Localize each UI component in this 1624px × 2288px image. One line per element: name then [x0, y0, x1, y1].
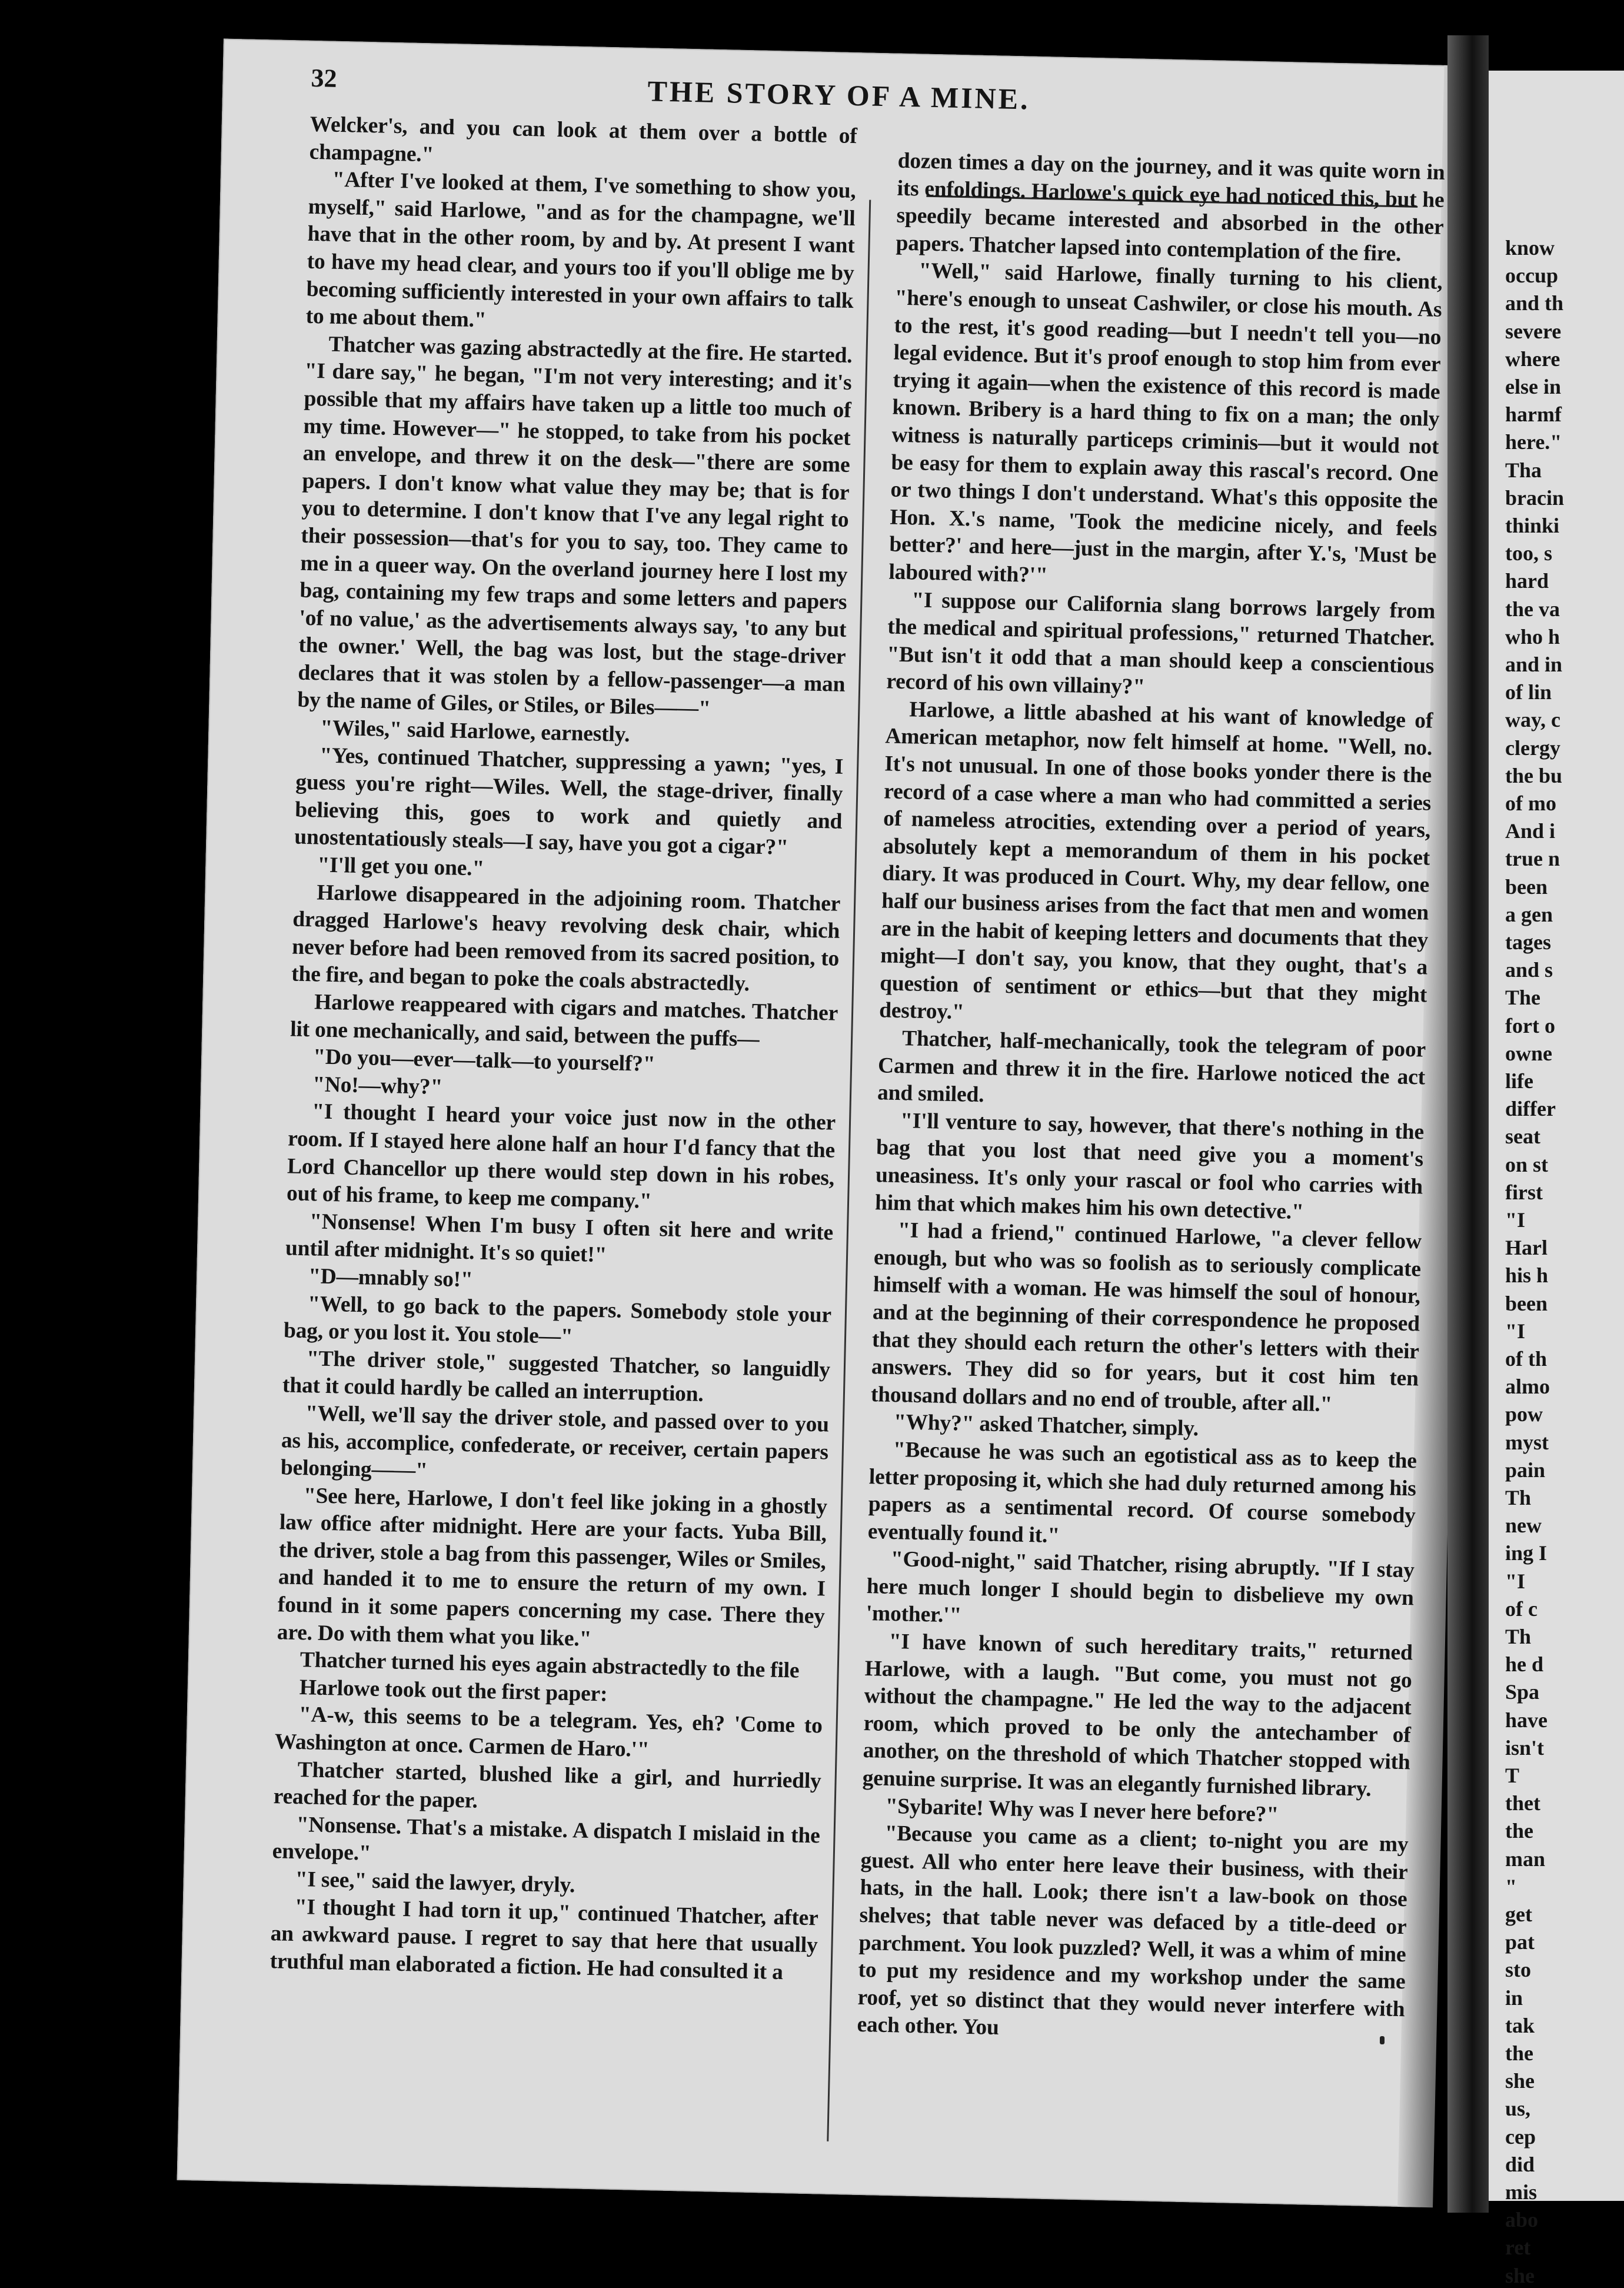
- facing-page-line: "I: [1505, 1319, 1525, 1343]
- facing-page-line: abo: [1505, 2208, 1539, 2232]
- facing-page-line: of mo: [1505, 792, 1556, 815]
- paragraph: Harlowe reappeared with cigars and matches. Thatcher lit one mechanically, and said, between the puffs—: [289, 990, 838, 1052]
- facing-page-line: ing I: [1505, 1541, 1548, 1565]
- facing-page-line: ": [1505, 1874, 1517, 1898]
- facing-page-line: "I: [1505, 1569, 1525, 1593]
- paragraph: dozen times a day on the journey, and it was quite worn in its enfoldings. Harlowe's quick eye had noticed this, but he speedily became interested and absorbed in the other papers. Thatcher lapsed into contemplation of the fire.: [896, 148, 1445, 267]
- facing-page-line: thinki: [1505, 514, 1560, 537]
- paragraph: "Because you came as a client; to-night you are my guest. All who enter here leave their business, with their hats, in the hall. Look; there isn't a law-book on those shelves; that table never was defaced by a title-deed or parchment. You look puzzled? Well, it was a whim of mine to put my residence and my workshop under the same roof, yet so distinct that they would never interfere with each other. You: [857, 1821, 1409, 2040]
- facing-page: [1489, 71, 1624, 2287]
- facing-page-line: cep: [1505, 2124, 1536, 2149]
- facing-page-line: seat: [1505, 1125, 1540, 1149]
- paragraph: "Why?" asked Thatcher, simply.: [893, 1410, 1199, 1441]
- paragraph: "Well, to go back to the papers. Somebody stole your bag, or you lost it. You stole—": [283, 1291, 832, 1349]
- facing-page-line: Harl: [1505, 1236, 1548, 1260]
- facing-page-line: bracin: [1505, 485, 1565, 510]
- facing-page-line: myst: [1505, 1430, 1549, 1454]
- facing-page-line: too, s: [1505, 541, 1552, 566]
- facing-page-line: she: [1505, 2263, 1535, 2287]
- facing-page-line: he d: [1505, 1652, 1544, 1677]
- facing-page-line: life: [1505, 1069, 1533, 1093]
- paragraph: "The driver stole," suggested Thatcher, so languidly that it could hardly be called an interruption.: [282, 1346, 831, 1407]
- facing-page-line: Th: [1505, 1486, 1532, 1509]
- book-page: [177, 39, 1456, 2207]
- facing-page-line: and in: [1505, 653, 1563, 676]
- facing-page-line: owne: [1505, 1041, 1552, 1065]
- running-title: THE STORY OF A MINE.: [647, 74, 1031, 116]
- facing-page-line: mis: [1505, 2180, 1537, 2204]
- paragraph: Thatcher started, blushed like a girl, and hurriedly reached for the paper.: [273, 1757, 822, 1813]
- page-number: 32: [310, 63, 338, 93]
- facing-page-line: the: [1505, 2041, 1533, 2065]
- paragraph: Harlowe took out the first paper:: [299, 1675, 608, 1707]
- facing-page-line: of c: [1505, 1597, 1538, 1621]
- facing-page-line: Spa: [1505, 1680, 1540, 1704]
- facing-page-line: pow: [1505, 1402, 1543, 1426]
- facing-page-line: harmf: [1505, 403, 1562, 427]
- facing-page-line: severe: [1505, 319, 1562, 343]
- facing-page-line: us,: [1505, 2097, 1531, 2121]
- facing-page-line: of lin: [1505, 680, 1552, 704]
- facing-page-line: else in: [1505, 375, 1561, 398]
- facing-page-line: know: [1505, 236, 1555, 260]
- ink-mark: [1380, 2036, 1385, 2044]
- paragraph: "I thought I heard your voice just now in the other room. If I stayed here alone half an hour I'd fancy that the Lord Chancellor up there would step down in his robes, out of his frame, to keep me company.": [286, 1099, 836, 1214]
- paragraph: "Nonsense. That's a mistake. A dispatch I mislaid in the envelope.": [272, 1812, 821, 1866]
- paragraph: "No!—why?": [312, 1072, 443, 1099]
- paragraph: Welcker's, and you can look at them over a bottle of champagne.": [309, 112, 858, 167]
- facing-page-line: thet: [1505, 1791, 1540, 1815]
- facing-page-line: in: [1505, 1986, 1523, 2010]
- paragraph: "Wiles," said Harlowe, earnestly.: [320, 716, 630, 747]
- paragraph: Thatcher turned his eyes again abstractedly to the file: [299, 1648, 800, 1683]
- facing-page-line: T: [1505, 1764, 1520, 1787]
- facing-page-line: have: [1505, 1708, 1548, 1732]
- paragraph: "Do you—ever—talk—to yourself?": [312, 1045, 655, 1077]
- facing-page-line: the: [1505, 1819, 1533, 1843]
- paragraph: "Sybarite! Why was I never here before?": [885, 1794, 1279, 1827]
- facing-page-line: of th: [1505, 1347, 1547, 1371]
- book-fold-shadow: [1447, 35, 1489, 2213]
- paragraph: "Because he was such an egotistical ass as to keep the letter proposing it, which she had duly returned among his papers as a sentimental record. Of course somebody eventually found it.": [867, 1437, 1417, 1548]
- facing-page-line: "I: [1505, 1208, 1525, 1232]
- facing-page-line: the bu: [1505, 763, 1563, 787]
- paragraph: "Yes, continued Thatcher, suppressing a yawn; "yes, I guess you're right—Wiles. Well, the stage-driver, finally believing this, goes to work and quietly and unostentatiously steals—I say, have you got a cigar?": [294, 743, 844, 860]
- facing-page-line: Th: [1505, 1625, 1532, 1648]
- paragraph: "I have known of such hereditary traits," returned Harlowe, with a laugh. "But come, you must not go without the champagne." He led the way to the adjacent room, which proved to be only the antechamber of another, on the threshold of which Thatcher stopped with genuine surprise. It was an elegantly furnished library.: [862, 1629, 1413, 1801]
- facing-page-line: his h: [1505, 1263, 1549, 1288]
- paragraph: "I had a friend," continued Harlowe, "a clever fellow enough, but who was so foolish as to seriously complicate himself with a woman. He was himself the soul of honour, and at the beginning of their correspondence he proposed that they should each return the other's letters with their answers. They did so for years, but it cost him ten thousand dollars and no end of trouble, after all.": [870, 1218, 1422, 1416]
- facing-page-line: a gen: [1505, 902, 1553, 926]
- facing-page-line: hard: [1505, 569, 1549, 593]
- facing-page-line: been: [1505, 1291, 1548, 1315]
- facing-page-line: way, c: [1505, 708, 1560, 732]
- facing-page-line: pain: [1505, 1458, 1546, 1482]
- paragraph: Harlowe disappeared in the adjoining room. Thatcher dragged Harlowe's heavy revolving desk chair, which never before had been removed from its sacred position, to the fire, and began to poke the coals abstractedly.: [291, 880, 841, 996]
- facing-page-line: the va: [1505, 597, 1560, 621]
- facing-page-line: where: [1505, 347, 1560, 371]
- facing-page-line: occup: [1505, 264, 1558, 288]
- facing-page-line: tak: [1505, 2013, 1535, 2037]
- facing-page-line: she: [1505, 2069, 1535, 2093]
- paragraph: "After I've looked at them, I've something to show you, myself," said Harlowe, "and as for the champagne, we'll have that in the other room, by and by. At present I want to have my head clear, and yours too if you'll oblige me by becoming sufficiently interested in your own affairs to talk to me about them.": [305, 167, 857, 332]
- facing-page-line: here.": [1505, 430, 1562, 454]
- facing-page-line: tages: [1505, 930, 1551, 954]
- facing-page-line: And i: [1505, 819, 1556, 843]
- paragraph: "I see," said the lawyer, dryly.: [295, 1867, 575, 1898]
- facing-page-line: differ: [1505, 1097, 1556, 1121]
- facing-page-line: on st: [1505, 1152, 1549, 1176]
- facing-page-line: new: [1505, 1514, 1542, 1538]
- right-column: [857, 148, 1445, 2051]
- paragraph: Thatcher was gazing abstractedly at the fire. He started. "I dare say," he began, "I'm not very interesting; and it's possible that my affairs have taken up a little too much of my time. However—" he stopped, to take from his pocket an envelope, and threw it on the desk—"there are some papers. I don't know what value they may be; that is for you to determine. I don't know that I've any legal right to their possession—that's for you to say, too. They came to me in a queer way. On the overland journey here I lost my bag, containing my few traps and some letters and papers 'of no value,' as the advertisements always say, 'to any but the owner.' Well, the bag was lost, but the stage-driver declares that it was stolen by a fellow-passenger—a man by the name of Giles, or Stiles, or Biles——": [297, 332, 853, 721]
- facing-page-line: been: [1505, 874, 1548, 899]
- paragraph: "Good-night," said Thatcher, rising abruptly. "If I stay here much longer I should begin to disbelieve my own 'mother.'": [866, 1547, 1415, 1628]
- facing-page-line: true n: [1505, 847, 1560, 871]
- paragraph: "Well," said Harlowe, finally turning to his client, "here's enough to unseat Cashwiler, or close his mouth. As to the rest, it's good reading—but I needn't tell you—no legal evidence. But it's proof enough to stop him from ever trying it again—when the existence of this record is made known. Bribery is a hard thing to fix on a man; the only witness is naturally particeps criminis—but it would not be easy for them to explain away this rascal's record. One or two things I don't understand. What's this opposite the Hon. X.'s name, 'Took the medicine nicely, and feels better?' and here—just in the margin, after Y.'s, 'Must be laboured with?'": [888, 258, 1443, 588]
- paragraph: "Well, we'll say the driver stole, and passed over to you as his, accomplice, confederate, or receiver, certain papers belonging——": [280, 1401, 830, 1483]
- paragraph: "I suppose our California slang borrows largely from the medical and spiritual professions," returned Thatcher. "But isn't it odd that a man should keep a conscientious record of his own villainy?": [886, 587, 1436, 700]
- facing-page-line: and s: [1505, 958, 1553, 982]
- facing-page-line: sto: [1505, 1958, 1531, 1982]
- paragraph: Harlowe, a little abashed at his want of knowledge of American metaphor, now felt himself at home. "Well, no. It's not unusual. In one of those books yonder there is the record of a case where a man who had committed a series of nameless atrocities, extending over a period of years, absolutely kept a memorandum of them in his pocket diary. It was produced in Court. Why, my dear fellow, one half our business arises from the fact that men and women are in the habit of keeping letters and documents that they might—I don't say, you know, that they ought, that's a question of sentiment or ethics—but that they might destroy.": [878, 697, 1433, 1025]
- facing-page-line: did: [1505, 2152, 1535, 2176]
- paragraph: Thatcher, half-mechanically, took the telegram of poor Carmen and threw it in the fire. Harlowe noticed the act and smiled.: [877, 1026, 1426, 1108]
- facing-page-line: man: [1505, 1847, 1546, 1871]
- paragraph: "I'll venture to say, however, that there's nothing in the bag that you lost that need give you a moment's uneasiness. It's only your rascal or fool who carries with him that which makes him his own detective.": [874, 1108, 1425, 1224]
- paragraph: "I'll get you one.": [317, 853, 485, 881]
- facing-page-line: ret: [1505, 2236, 1531, 2260]
- paragraph: "See here, Harlowe, I don't feel like joking in a ghostly law office after midnight. Here are your facts. Yuba Bill, the driver, stole a bag from this passenger, Wiles or Smiles, and handed it to me to ensure the return of my own. I found in it some papers concerning my case. There they are. Do with them what you like.": [277, 1483, 828, 1651]
- facing-page-line: get: [1505, 1903, 1532, 1926]
- facing-page-line: pat: [1505, 1930, 1535, 1954]
- facing-page-line: fort o: [1505, 1013, 1555, 1037]
- facing-page-line: The: [1505, 986, 1541, 1010]
- facing-page-line: who h: [1505, 624, 1560, 649]
- facing-page-line: Tha: [1505, 458, 1542, 482]
- paragraph: "I thought I had torn it up," continued Thatcher, after an awkward pause. I regret to say that here that usually truthful man elaborated a fiction. He had consulted it a: [269, 1894, 818, 1984]
- facing-page-line: almo: [1505, 1375, 1550, 1399]
- facing-page-line: isn't: [1505, 1735, 1545, 1760]
- paragraph: "Nonsense! When I'm busy I often sit here and write until after midnight. It's so quiet!": [285, 1209, 834, 1268]
- facing-page-line: and th: [1505, 291, 1564, 315]
- facing-page-line: first: [1505, 1180, 1543, 1204]
- paragraph: "D—mnably so!": [308, 1264, 473, 1292]
- left-column: [269, 111, 857, 1987]
- facing-page-line: clergy: [1505, 736, 1560, 760]
- paragraph: "A-w, this seems to be a telegram. Yes, eh? 'Come to Washington at once. Carmen de Haro.'": [274, 1702, 823, 1762]
